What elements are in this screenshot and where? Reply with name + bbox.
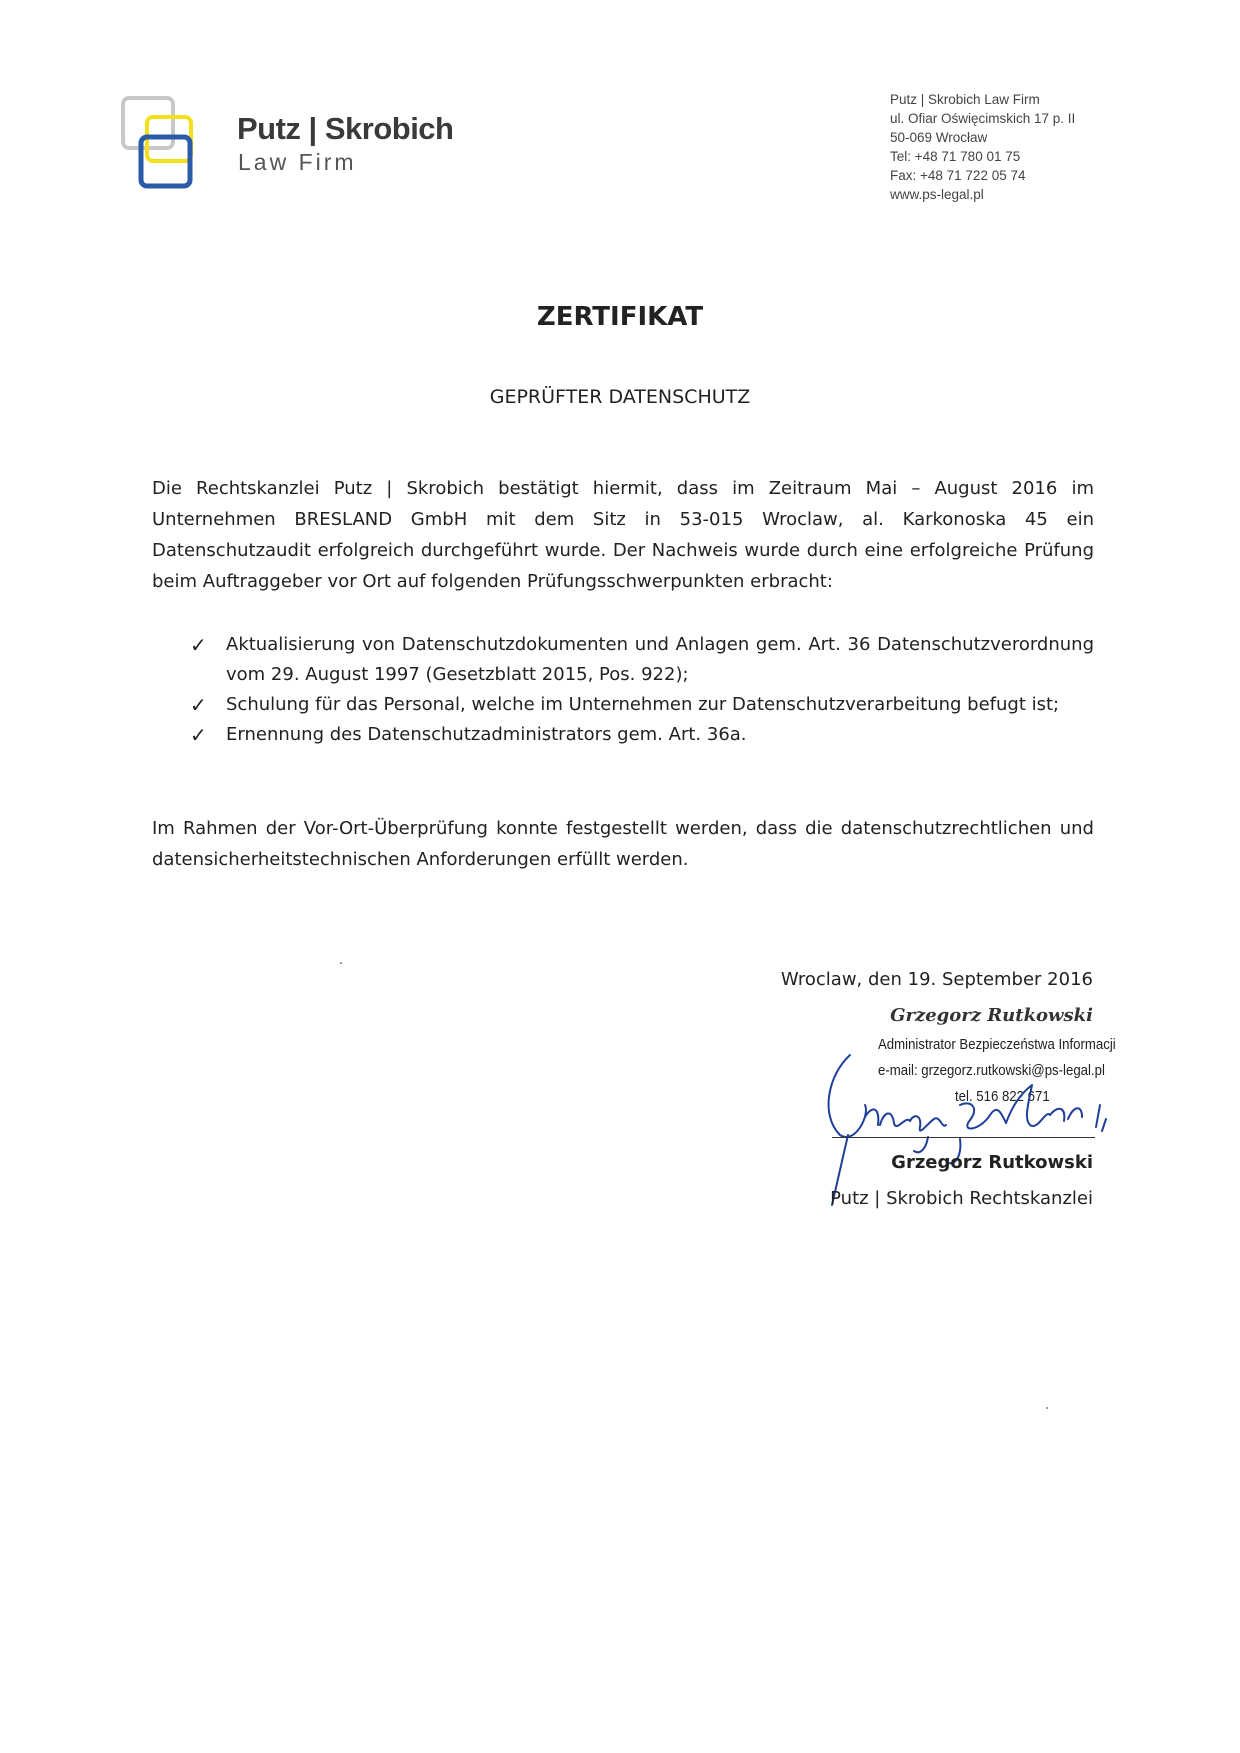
- stamp-phone: tel. 516 822 671: [955, 1088, 1050, 1105]
- address-line: Fax: +48 71 722 05 74: [890, 168, 1026, 183]
- scan-speck: [1046, 1407, 1048, 1409]
- logo-subtitle: Law Firm: [238, 149, 357, 175]
- signer-firm: Putz | Skrobich Rechtskanzlei: [830, 1188, 1093, 1209]
- address-line: 50-069 Wrocław: [890, 130, 988, 145]
- signature-line: [832, 1137, 1095, 1138]
- checkmark-icon: ✓: [190, 723, 207, 747]
- checklist-text: Aktualisierung von Datenschutzdokumenten und Anlagen gem. Art. 36 Datenschutzverordnung vom 29. August 1997 (Gesetzblatt 2015, Pos. 922);: [226, 634, 1094, 685]
- address-line: Tel: +48 71 780 01 75: [890, 149, 1021, 164]
- checkmark-icon: ✓: [190, 693, 207, 717]
- logo-squares-icon: [120, 95, 230, 195]
- logo-name: Putz | Skrobich: [237, 111, 454, 146]
- firm-address: [890, 90, 1075, 204]
- address-line: ul. Ofiar Oświęcimskich 17 p. II: [890, 111, 1076, 126]
- checklist-item: [190, 630, 1094, 690]
- intro-paragraph: Die Rechtskanzlei Putz | Skrobich bestätigt hiermit, dass im Zeitraum Mai – August 2016 im Unternehmen BRESLAND GmbH mit dem Sitz in 53-015 Wroclaw, al. Karkonoska 45 ein Datenschutzaudit erfolgreich durchgeführt wurde. Der Nachweis wurde durch eine erfolgreiche Prüfung beim Auftraggeber vor Ort auf folgenden Prüfungsschwerpunkten erbracht:: [152, 478, 1094, 592]
- address-line: Putz | Skrobich Law Firm: [890, 92, 1040, 107]
- checkmark-icon: ✓: [190, 633, 207, 657]
- stamp-role: Administrator Bezpieczeństwa Informacji: [878, 1036, 1116, 1053]
- place-date: Wroclaw, den 19. September 2016: [780, 969, 1093, 990]
- checklist-text: Ernennung des Datenschutzadministrators gem. Art. 36a.: [226, 724, 747, 745]
- scan-speck: [340, 962, 342, 964]
- conclusion-paragraph: Im Rahmen der Vor-Ort-Überprüfung konnte festgestellt werden, dass die datenschutzrechtlichen und datensicherheitstechnischen Anforderungen erfüllt werden.: [152, 818, 1094, 870]
- checklist-item: [190, 690, 1094, 720]
- document-title: ZERTIFIKAT: [536, 302, 704, 332]
- audit-checklist: [190, 630, 1094, 750]
- document-subtitle: GEPRÜFTER DATENSCHUTZ: [489, 386, 751, 408]
- firm-logo: [120, 95, 480, 195]
- stamp-email: e-mail: grzegorz.rutkowski@ps-legal.pl: [878, 1062, 1105, 1079]
- stamp-name: Grzegorz Rutkowski: [890, 1005, 1093, 1026]
- address-line: www.ps-legal.pl: [890, 187, 984, 202]
- checklist-text: Schulung für das Personal, welche im Unternehmen zur Datenschutzverarbeitung befugt ist;: [226, 694, 1060, 715]
- signer-name: Grzegorz Rutkowski: [891, 1152, 1093, 1173]
- checklist-item: [190, 720, 1094, 750]
